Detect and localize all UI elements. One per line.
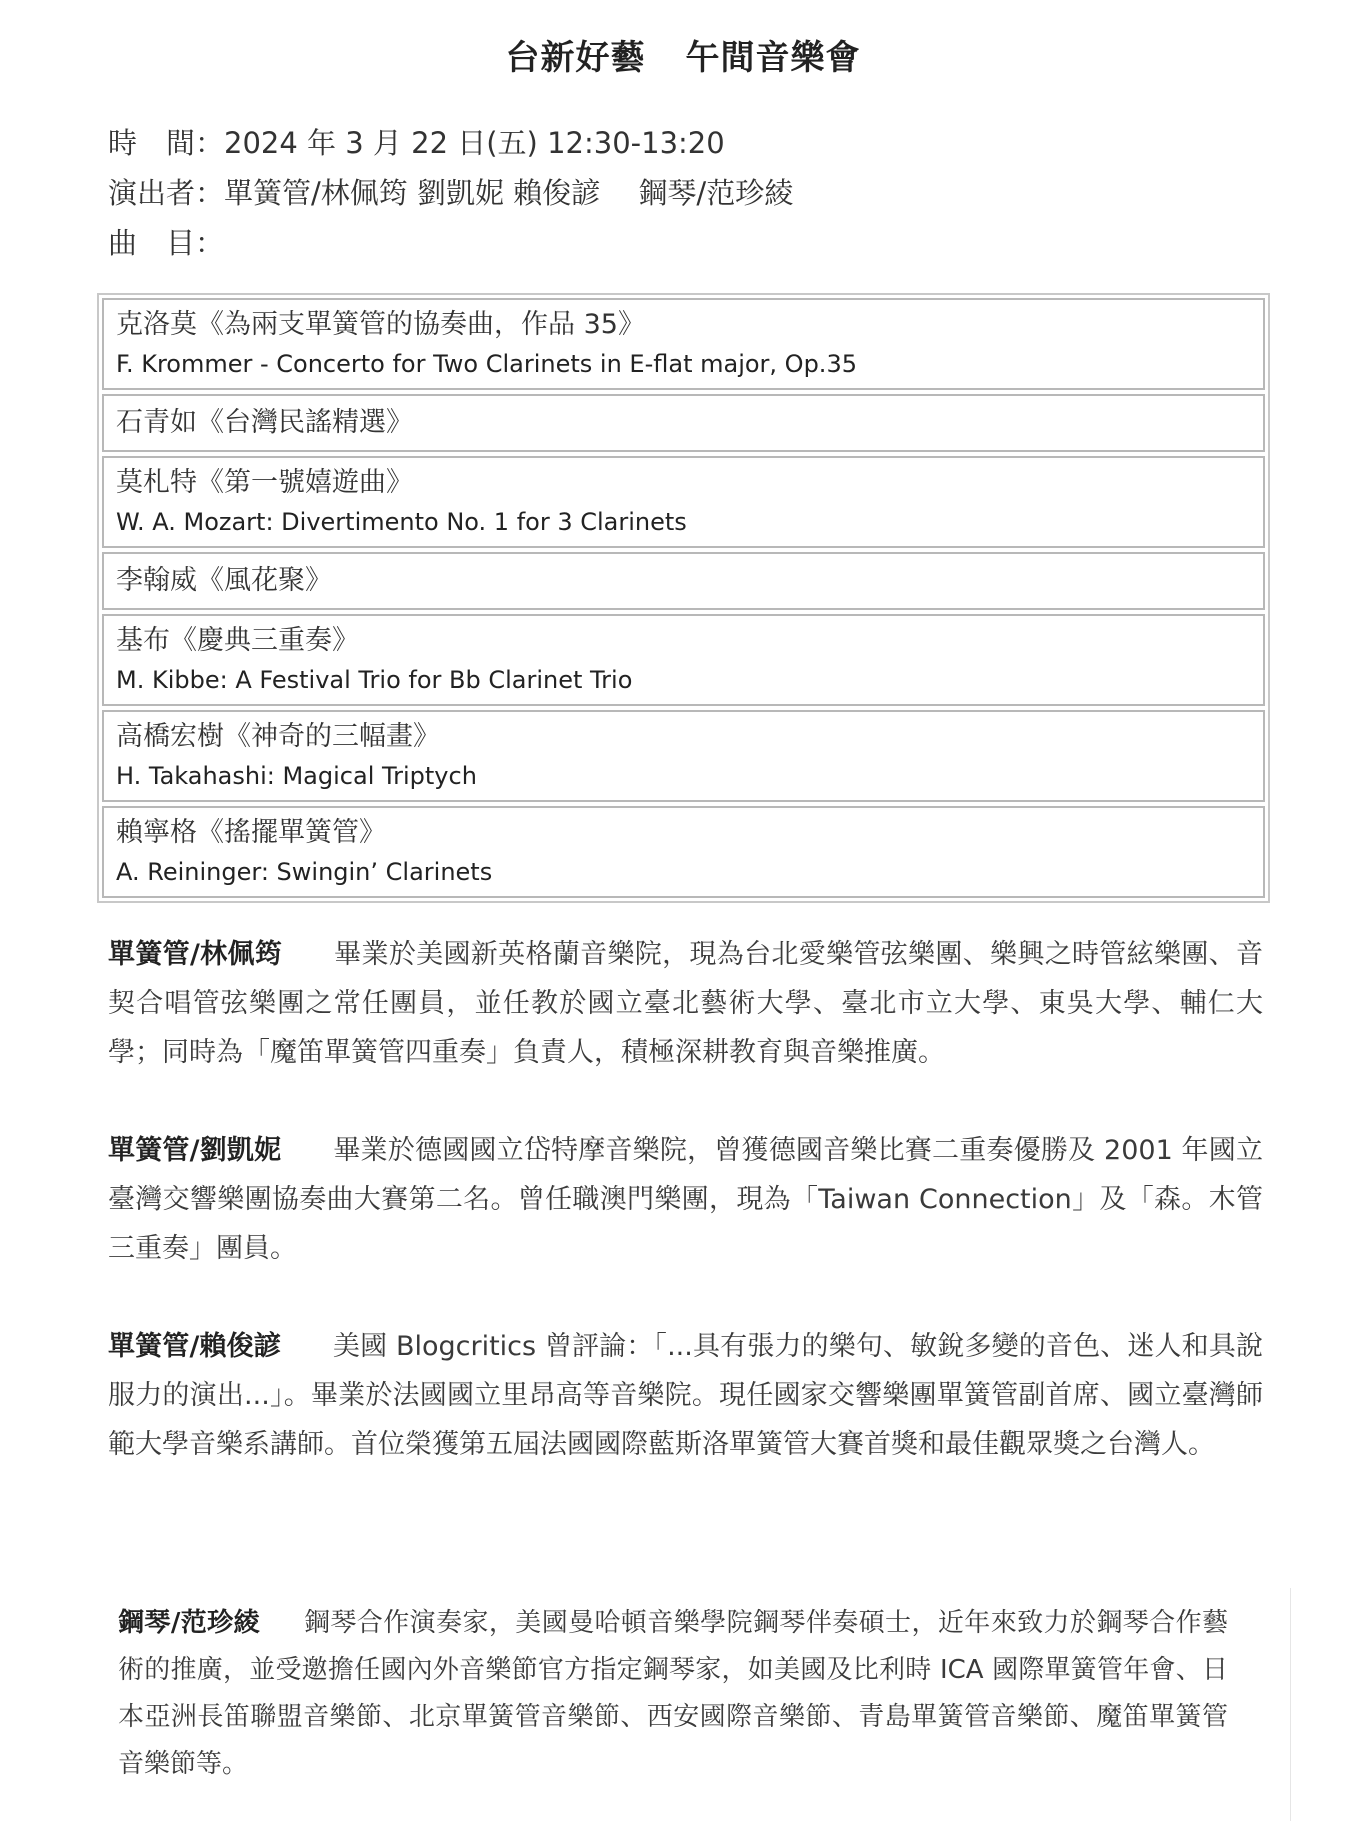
- concert-info: [108, 118, 793, 268]
- performer-bio-text: 鋼琴合作演奏家，美國曼哈頓音樂學院鋼琴伴奏碩士，近年來致力於鋼琴合作藝術的推廣，並受邀擔任國內外音樂節官方指定鋼琴家，如美國及比利時 ICA 國際單簧管年會、日本亞洲長笛聯盟音樂節、北京單簧管音樂節、西安國際音樂節、青島單簧管音樂節、魔笛單簧管音樂節等。: [118, 1608, 1228, 1779]
- title-part-2: 午間音樂會: [685, 38, 861, 78]
- concert-performers: 演出者：單簧管/林佩筠 劉凱妮 賴俊諺 鋼琴/范珍綾: [108, 176, 794, 210]
- program-item: [102, 806, 1265, 898]
- program-item: [102, 552, 1265, 610]
- performer-name: 單簧管/林佩筠: [108, 939, 283, 970]
- program-item-title-en: F. Krommer - Concerto for Two Clarinets in E-flat major, Op.35: [116, 350, 857, 378]
- program-item-title-zh: 克洛莫《為兩支單簧管的協奏曲，作品 35》: [116, 309, 645, 340]
- performer-bio: [108, 1322, 1263, 1469]
- program-item: [102, 298, 1265, 390]
- page-edge-divider: [1290, 1588, 1291, 1821]
- program-item-title-zh: 李翰威《風花聚》: [116, 565, 332, 596]
- program-item-title-en: A. Reininger: Swingin’ Clarinets: [116, 858, 493, 886]
- program-item: [102, 394, 1265, 452]
- program-item-title-en: M. Kibbe: A Festival Trio for Bb Clarinet Trio: [116, 666, 633, 694]
- concert-time: 時 間：2024 年 3 月 22 日(五) 12:30-13:20: [108, 126, 725, 160]
- performer-bio: [108, 930, 1263, 1077]
- title-part-1: 台新好藝: [505, 38, 646, 78]
- performer-bio-text: 畢業於德國國立岱特摩音樂院，曾獲德國音樂比賽二重奏優勝及 2001 年國立臺灣交響樂團協奏曲大賽第二名。曾任職澳門樂團，現為「Taiwan Connection」及「森。木管三重奏」團員。: [108, 1135, 1263, 1264]
- performer-name: 單簧管/賴俊諺: [108, 1331, 281, 1362]
- program-item: [102, 456, 1265, 548]
- program-item: [102, 614, 1265, 706]
- program-item-title-en: H. Takahashi: Magical Triptych: [116, 762, 477, 790]
- performer-bio: [118, 1600, 1228, 1788]
- program-item-title-zh: 基布《慶典三重奏》: [116, 625, 359, 656]
- performer-bio-text: 畢業於美國新英格蘭音樂院，現為台北愛樂管弦樂團、樂興之時管絃樂團、音契合唱管弦樂團之常任團員，並任教於國立臺北藝術大學、臺北市立大學、東吳大學、輔仁大學；同時為「魔笛單簧管四重奏」負責人，積極深耕教育與音樂推廣。: [108, 939, 1263, 1068]
- program-table: [97, 293, 1270, 903]
- program-item-title-zh: 賴寧格《搖擺單簧管》: [116, 817, 386, 848]
- program-item-title-zh: 莫札特《第一號嬉遊曲》: [116, 467, 413, 498]
- performer-bio: [108, 1126, 1263, 1273]
- program-item-title-en: W. A. Mozart: Divertimento No. 1 for 3 Clarinets: [116, 508, 687, 536]
- performer-bio-text: 美國 Blogcritics 曾評論：「...具有張力的樂句、敏銳多變的音色、迷人和具說服力的演出...」。畢業於法國國立里昂高等音樂院。現任國家交響樂團單簧管副首席、國立臺灣師範大學音樂系講師。首位榮獲第五屆法國國際藍斯洛單簧管大賽首獎和最佳觀眾獎之台灣人。: [108, 1331, 1263, 1460]
- performer-name: 單簧管/劉凱妮: [108, 1135, 282, 1166]
- program-item-title-zh: 高橋宏樹《神奇的三幅畫》: [116, 721, 440, 752]
- page-title: [0, 30, 1366, 79]
- program-item-title-zh: 石青如《台灣民謠精選》: [116, 407, 413, 438]
- performer-name: 鋼琴/范珍綾: [118, 1608, 260, 1638]
- program-label: 曲 目：: [108, 226, 225, 260]
- program-item: [102, 710, 1265, 802]
